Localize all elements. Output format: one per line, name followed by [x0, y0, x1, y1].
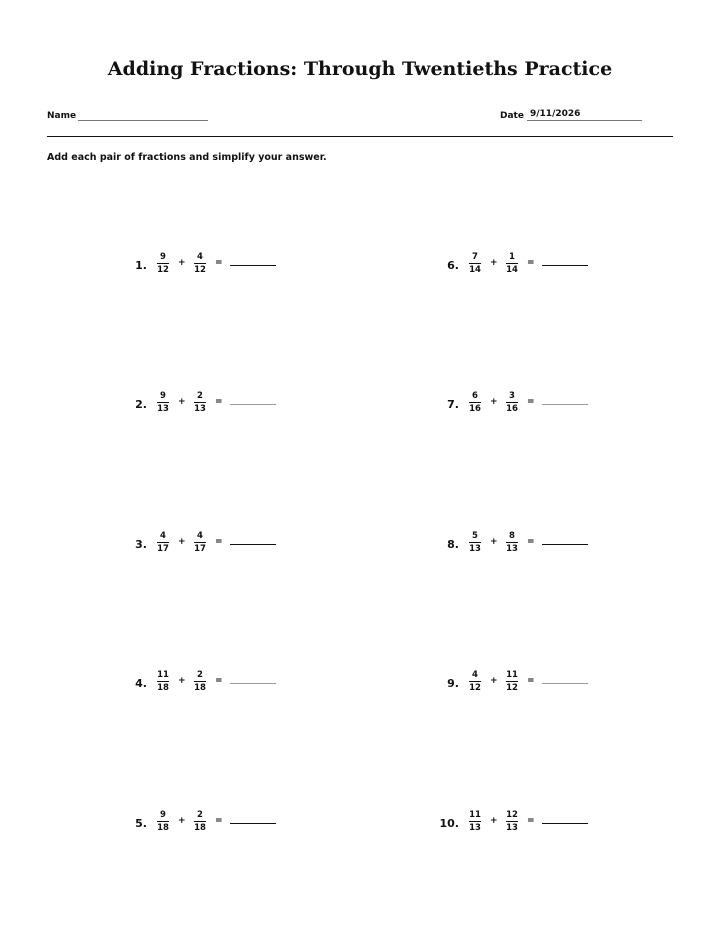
problem	[432, 251, 632, 281]
numerator: 2	[197, 391, 203, 401]
problem-number: 6.	[447, 259, 459, 272]
second-fraction	[500, 390, 524, 415]
numerator: 3	[509, 391, 515, 401]
denominator: 13	[157, 404, 169, 414]
second-fraction	[500, 809, 524, 834]
problem-number: 5.	[135, 817, 147, 830]
date-label: Date	[500, 111, 524, 121]
numerator: 5	[472, 531, 478, 541]
second-fraction	[188, 809, 212, 834]
plus-sign: +	[490, 676, 498, 686]
numerator: 9	[160, 391, 166, 401]
first-fraction	[463, 669, 487, 694]
numerator: 2	[197, 810, 203, 820]
second-fraction	[188, 251, 212, 276]
answer-blank[interactable]	[542, 404, 588, 405]
plus-sign: +	[490, 537, 498, 547]
plus-sign: +	[178, 537, 186, 547]
problem-number: 3.	[135, 538, 147, 551]
second-fraction	[188, 530, 212, 555]
denominator: 14	[469, 265, 481, 275]
denominator: 13	[506, 823, 518, 833]
equals-sign: =	[527, 816, 535, 826]
answer-blank[interactable]	[230, 544, 276, 545]
denominator: 18	[194, 823, 206, 833]
problem-number: 10.	[439, 817, 459, 830]
problem-number: 9.	[447, 677, 459, 690]
denominator: 12	[157, 265, 169, 275]
numerator: 4	[197, 252, 203, 262]
problem-number: 8.	[447, 538, 459, 551]
numerator: 4	[197, 531, 203, 541]
first-fraction	[463, 251, 487, 276]
numerator: 1	[509, 252, 515, 262]
numerator: 11	[157, 670, 169, 680]
problem	[120, 809, 320, 839]
numerator: 9	[160, 252, 166, 262]
problem	[432, 390, 632, 420]
numerator: 9	[160, 810, 166, 820]
equals-sign: =	[215, 397, 223, 407]
date-field[interactable]	[527, 120, 642, 121]
problem	[432, 669, 632, 699]
answer-blank[interactable]	[542, 544, 588, 545]
denominator: 13	[469, 823, 481, 833]
equals-sign: =	[215, 676, 223, 686]
numerator: 6	[472, 391, 478, 401]
denominator: 18	[157, 823, 169, 833]
problem	[432, 530, 632, 560]
second-fraction	[188, 390, 212, 415]
numerator: 11	[506, 670, 518, 680]
header-divider	[47, 136, 673, 137]
denominator: 18	[157, 683, 169, 693]
answer-blank[interactable]	[542, 265, 588, 266]
worksheet-title: Adding Fractions: Through Twentieths Practice	[107, 58, 613, 80]
plus-sign: +	[178, 258, 186, 268]
problem	[432, 809, 632, 839]
equals-sign: =	[527, 258, 535, 268]
problem	[120, 251, 320, 281]
first-fraction	[463, 809, 487, 834]
second-fraction	[500, 530, 524, 555]
numerator: 2	[197, 670, 203, 680]
answer-blank[interactable]	[230, 404, 276, 405]
problem-number: 2.	[135, 398, 147, 411]
plus-sign: +	[490, 397, 498, 407]
denominator: 17	[157, 544, 169, 554]
problem	[120, 390, 320, 420]
answer-blank[interactable]	[230, 823, 276, 824]
answer-blank[interactable]	[542, 823, 588, 824]
plus-sign: +	[178, 397, 186, 407]
equals-sign: =	[215, 816, 223, 826]
problem-number: 7.	[447, 398, 459, 411]
numerator: 11	[469, 810, 481, 820]
answer-blank[interactable]	[230, 683, 276, 684]
denominator: 12	[194, 265, 206, 275]
problem-number: 4.	[135, 677, 147, 690]
denominator: 13	[194, 404, 206, 414]
date-value: 9/11/2026	[530, 109, 581, 119]
numerator: 8	[509, 531, 515, 541]
plus-sign: +	[178, 816, 186, 826]
answer-blank[interactable]	[230, 265, 276, 266]
numerator: 4	[160, 531, 166, 541]
denominator: 12	[506, 683, 518, 693]
problem-number: 1.	[135, 259, 147, 272]
first-fraction	[151, 530, 175, 555]
denominator: 18	[194, 683, 206, 693]
first-fraction	[463, 530, 487, 555]
plus-sign: +	[178, 676, 186, 686]
denominator: 16	[469, 404, 481, 414]
numerator: 4	[472, 670, 478, 680]
plus-sign: +	[490, 258, 498, 268]
numerator: 7	[472, 252, 478, 262]
problem	[120, 530, 320, 560]
denominator: 13	[506, 544, 518, 554]
denominator: 13	[469, 544, 481, 554]
first-fraction	[463, 390, 487, 415]
first-fraction	[151, 251, 175, 276]
instructions: Add each pair of fractions and simplify your answer.	[47, 152, 327, 163]
denominator: 17	[194, 544, 206, 554]
second-fraction	[500, 669, 524, 694]
name-field[interactable]	[78, 120, 208, 121]
first-fraction	[151, 669, 175, 694]
numerator: 12	[506, 810, 518, 820]
equals-sign: =	[215, 258, 223, 268]
plus-sign: +	[490, 816, 498, 826]
name-label: Name	[47, 111, 77, 121]
equals-sign: =	[215, 537, 223, 547]
denominator: 12	[469, 683, 481, 693]
second-fraction	[500, 251, 524, 276]
denominator: 14	[506, 265, 518, 275]
equals-sign: =	[527, 676, 535, 686]
first-fraction	[151, 390, 175, 415]
denominator: 16	[506, 404, 518, 414]
second-fraction	[188, 669, 212, 694]
answer-blank[interactable]	[542, 683, 588, 684]
equals-sign: =	[527, 397, 535, 407]
equals-sign: =	[527, 537, 535, 547]
first-fraction	[151, 809, 175, 834]
problem	[120, 669, 320, 699]
